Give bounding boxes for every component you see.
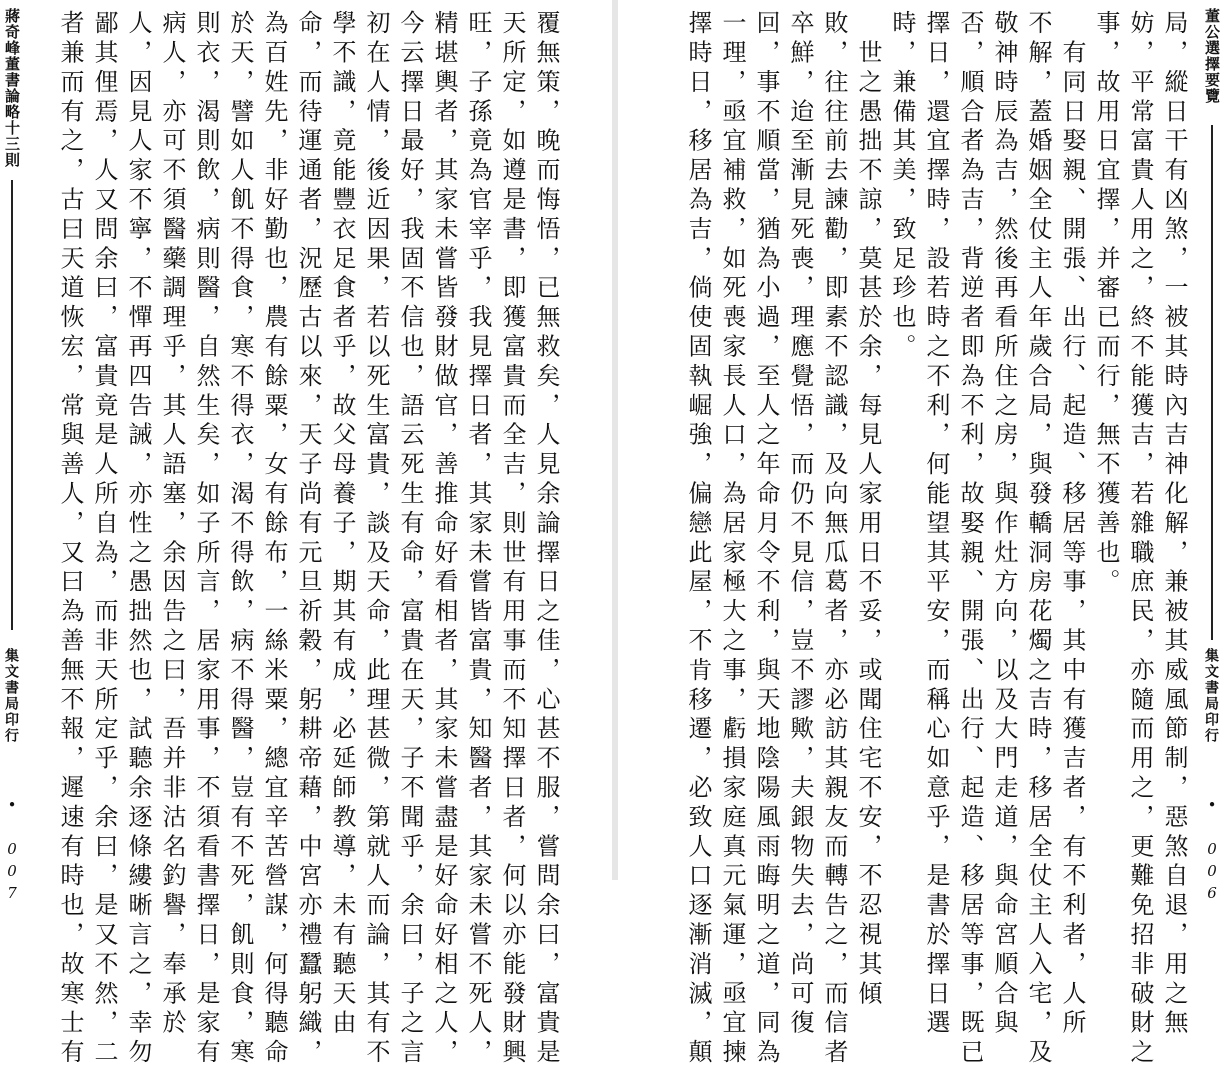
- right-page: [618, 0, 1231, 1068]
- text-column: 初在人情，後近因果，若以死生富貴，談及天命，此理甚微，第就人而論，其有不: [362, 10, 390, 1068]
- text-column: 擇時日，移居為吉，倘使固執崛強，偏戀此屋，不肯移遷，必致人口逐漸消滅，顛: [684, 10, 712, 1068]
- text-column: 一理，亟宜補救，如死喪家長人口，為居家極大之事，虧損家庭真元氣運，亟宜揀: [718, 10, 746, 1068]
- text-column: 局，縱日干有凶煞，一被其時內吉神化解，兼被其威風節制，惡煞自退，用之無: [1160, 10, 1188, 1039]
- left-running-title: 蔣奇峰董書論略十三則: [3, 8, 21, 168]
- text-column: 鄙其俚焉，人又問余曰，富貴竟是人所自為，而非天所定乎，余曰，是又不然，二: [90, 10, 118, 1068]
- text-column: 不解，蓋婚姻全仗主人年歲合局，與發轎洞房花燭之吉時，移居全仗主人入宅，及: [1024, 10, 1052, 1068]
- left-page: [0, 0, 612, 1068]
- text-column: 今云擇日最好，我固不信也，語云死生有命，富貴在天，子不聞乎，余曰，子之言: [396, 10, 424, 1068]
- left-publisher-imprint: 集文書局印行: [3, 648, 19, 744]
- text-column: 則衣，渴則飲，病則醫，自然生矣，如子所言，居家用事，不須看書擇日，是家有: [192, 10, 220, 1068]
- text-column: 精堪輿者，其家未嘗皆發財做官，善推命好看相者，其家未嘗盡是好命好相之人，: [430, 10, 458, 1068]
- right-page-number: • 006: [1203, 796, 1221, 906]
- text-column: 為百姓先，非好勤也，農有餘粟，女有餘布，一絲米粟，總宜辛苦營謀，何得聽命: [260, 10, 288, 1068]
- text-column: 於天，譬如人飢不得食，寒不得衣，渴不得飲，病不得醫，豈有不死，飢則食，寒: [226, 10, 254, 1068]
- text-column: 回，事不順當，猶為小過，至人之年命月令不利，與天地陰陽風雨晦明之道，同為: [752, 10, 780, 1068]
- text-column: 命，而待運通者，況歷古以來，天子尚有元旦祈穀，躬耕帝藉，中宮亦禮蠶躬織，: [294, 10, 322, 1068]
- text-column: 時，兼備其美，致足珍也。: [888, 10, 916, 363]
- text-column: 病人，亦可不須醫藥調理乎，其人語塞，余因告之曰，吾并非沽名釣譽，奉承於: [158, 10, 186, 1039]
- text-column: 敗，往往前去諫勸，即素不認識，及向無瓜葛者，亦必訪其親友而轉告之，而信者: [820, 10, 848, 1068]
- text-column: 學不識，竟能豐衣足食者乎，故父母養子，期其有成，必延師教導，未有聽天由: [328, 10, 356, 1039]
- text-column: 世之愚拙不諒，莫甚於余，每見人家用日不妥，或聞住宅不安，不忍視其傾: [854, 10, 882, 1010]
- text-column: 擇日，還宜擇時，設若時之不利，何能望其平安，而稱心如意乎，是書於擇日選: [922, 10, 950, 1039]
- right-publisher-imprint: 集文書局印行: [1203, 648, 1219, 744]
- left-header-rule: [11, 180, 13, 630]
- left-page-number: • 007: [3, 796, 21, 906]
- text-column: 有同日娶親、開張、出行、起造、移居等事，其中有獲吉者，有不利者，人所: [1058, 10, 1086, 1039]
- text-column: 敬神時辰為吉，然後再看所住之房，與作灶方向，以及大門走道，與命宮順合與: [990, 10, 1018, 1039]
- text-column: 妨，平常富貴人用之，終不能獲吉，若雜職庶民，亦隨而用之，更難免招非破財之: [1126, 10, 1154, 1068]
- text-column: 旺，子孫竟為官宰乎，我見擇日者，其家未嘗皆富貴，知醫者，其家未嘗不死人，: [464, 10, 492, 1068]
- text-column: 卒鮮，迨至漸見死喪，理應覺悟，而仍不見信，豈不謬歟，夫銀物失去，尚可復: [786, 10, 814, 1039]
- text-column: 人，因見人家不寧，不憚再四告誡，亦性之愚拙然也，試聽余逐條縷晰言之，幸勿: [124, 10, 152, 1068]
- right-running-title: 董公選擇要覽: [1203, 8, 1221, 104]
- text-column: 事，故用日宜擇，并審已而行，無不獲善也。: [1092, 10, 1120, 598]
- text-column: 覆無策，晚而悔悟，已無救矣，人見余論擇日之佳，心甚不服，嘗問余曰，富貴是: [532, 10, 560, 1068]
- right-header-rule: [1211, 125, 1213, 640]
- text-column: 者兼而有之，古曰天道恢宏，常與善人，又曰為善無不報，遲速有時也，故寒士有: [56, 10, 84, 1068]
- text-column: 否，順合者為吉，背逆者即為不利，故娶親、開張、出行、起造、移居等事，既已: [956, 10, 984, 1068]
- text-column: 天所定，如遵是書，即獲富貴而全吉，則世有用事而不知擇日者，何以亦能發財興: [498, 10, 526, 1068]
